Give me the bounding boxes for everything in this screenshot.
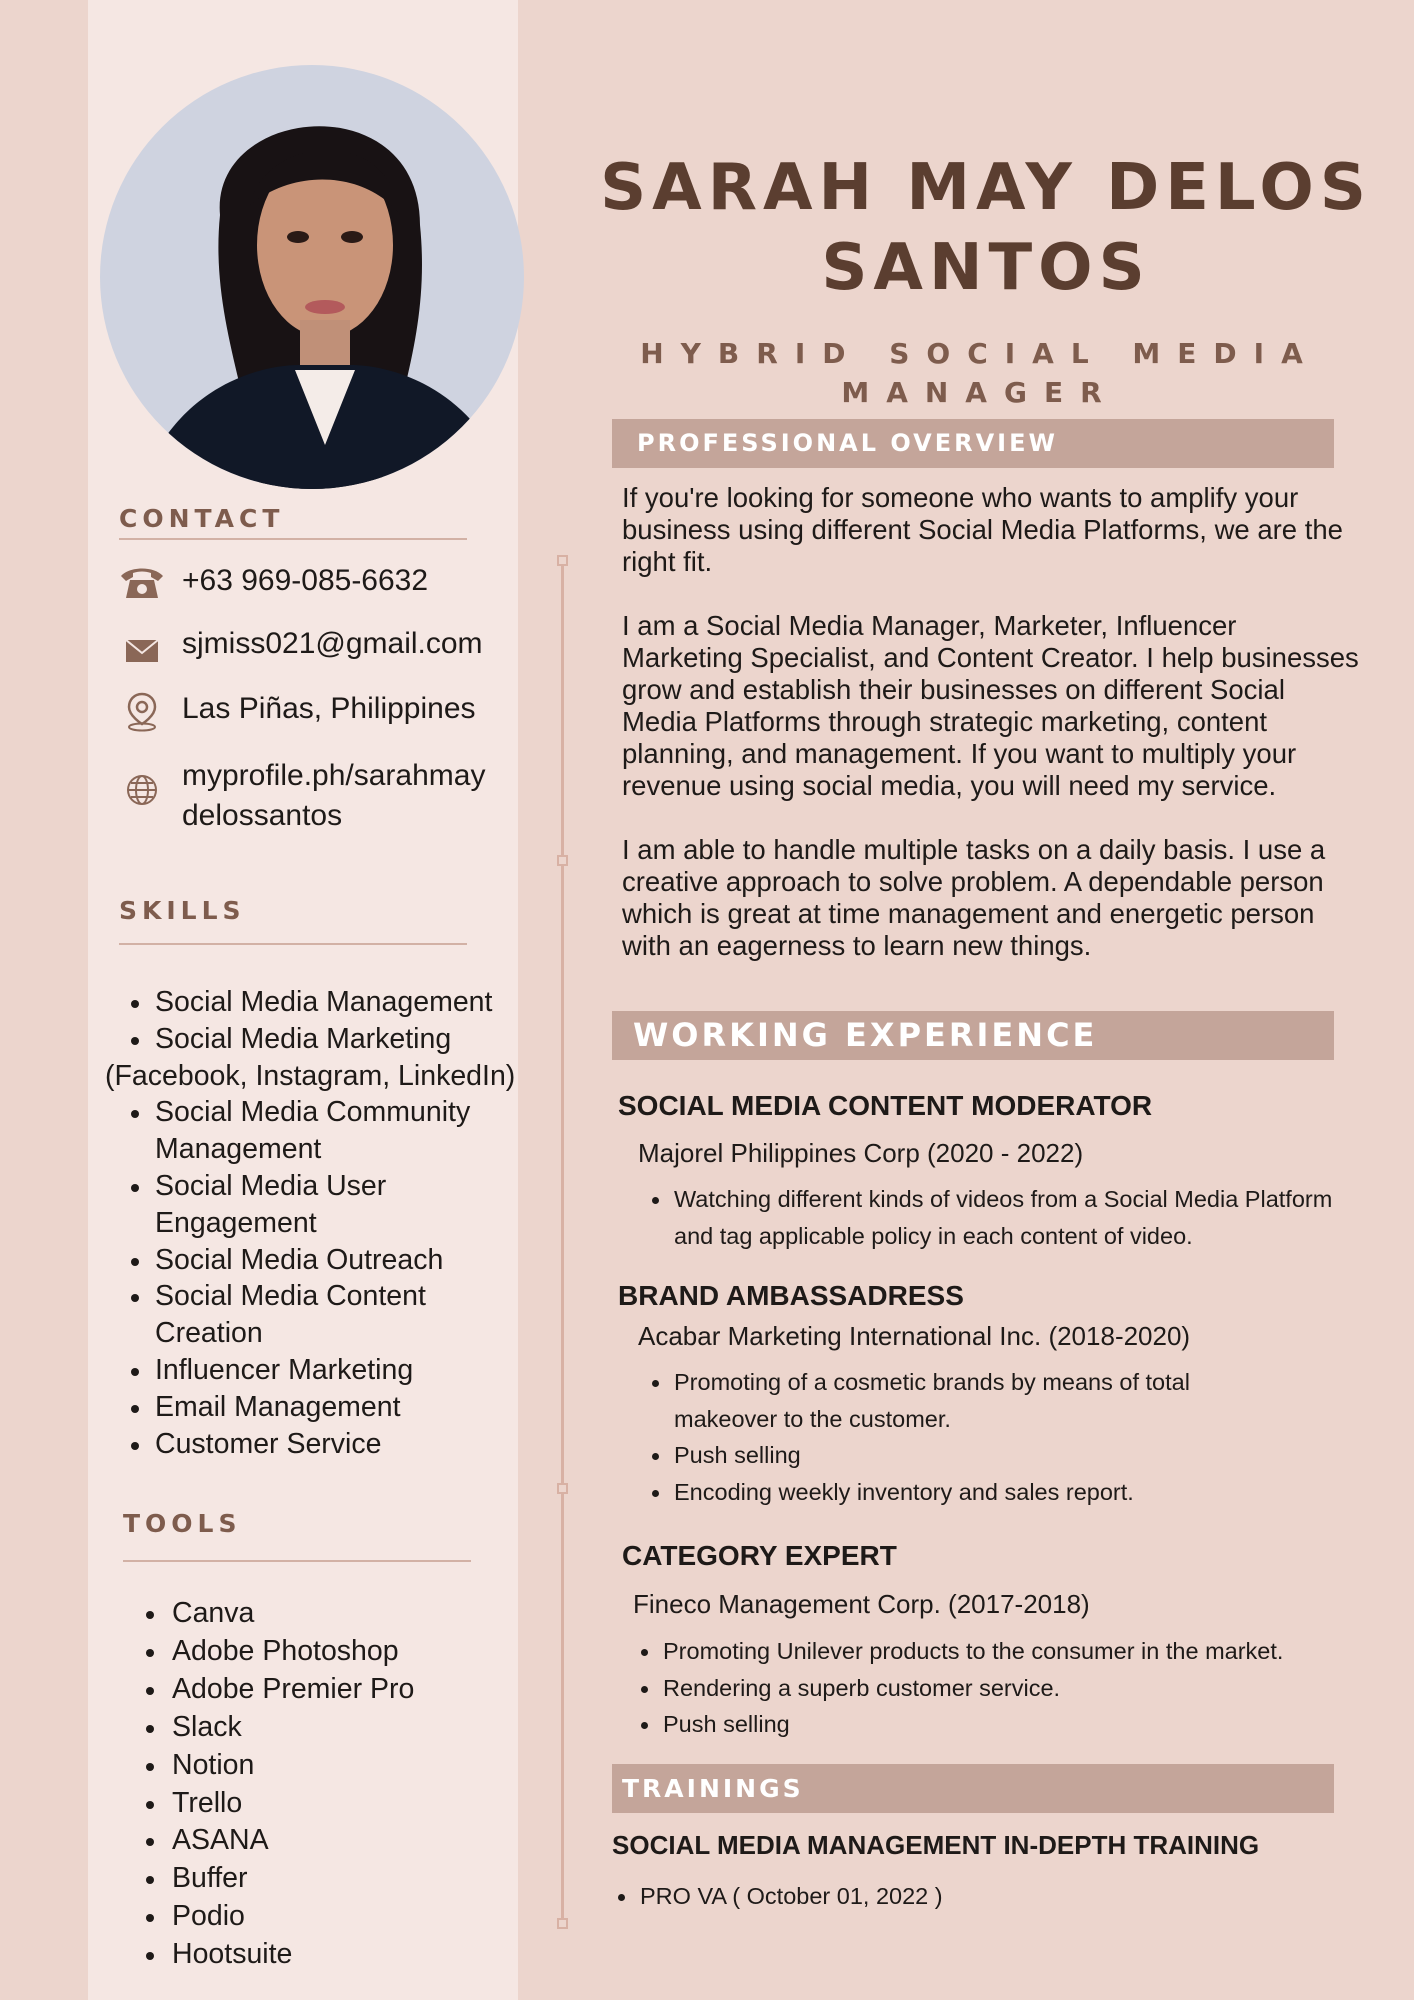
timeline-node (557, 1483, 568, 1494)
tools-divider (123, 1560, 471, 1562)
mail-icon (118, 627, 166, 683)
trainings-heading: TRAININGS (612, 1764, 1334, 1813)
skills-divider (119, 943, 467, 945)
job-company: Fineco Management Corp. (2017-2018) (633, 1589, 1090, 1619)
tools-list (136, 1595, 506, 1974)
job-title: CATEGORY EXPERT (622, 1540, 897, 1571)
job-responsibilities (648, 1181, 1348, 1254)
tool-item: Hootsuite (136, 1936, 506, 1974)
overview-text (622, 482, 1362, 994)
overview-paragraph: I am a Social Media Manager, Marketer, Influencer Marketing Specialist, and Content Creator. I help businesses grow and establish their businesses on different Social Media Platforms through strategic marketing, content planning, and management. If you want to multiply your revenue using social media, you will need my service. (622, 610, 1359, 801)
website-text: myprofile.ph/sarahmay delossantos (182, 759, 486, 832)
tools-heading: TOOLS (123, 1509, 242, 1538)
phone-icon (118, 564, 166, 608)
responsibility-item: Promoting Unilever products to the consumer in the market. (637, 1633, 1357, 1670)
contact-heading: CONTACT (119, 504, 285, 533)
job-company: Acabar Marketing International Inc. (2018-2020) (638, 1321, 1191, 1351)
training-title: SOCIAL MEDIA MANAGEMENT IN-DEPTH TRAINING (612, 1830, 1260, 1860)
candidate-role: HYBRID SOCIAL MEDIA MANAGER (640, 337, 1320, 409)
overview-paragraph: If you're looking for someone who wants to amplify your business using different Social Media Platforms, we are the right fit. (622, 482, 1343, 577)
experience-heading: WORKING EXPERIENCE (612, 1011, 1334, 1060)
phone-text: +63 969-085-6632 (182, 564, 429, 597)
tool-item: Trello (136, 1785, 506, 1823)
responsibility-item: Promoting of a cosmetic brands by means of total makeover to the customer. (648, 1364, 1248, 1437)
training-item: PRO VA ( October 01, 2022 ) (614, 1878, 1314, 1915)
contact-phone[interactable] (118, 564, 428, 608)
timeline-line (561, 560, 564, 1925)
tool-item: Adobe Premier Pro (136, 1671, 506, 1709)
timeline-node (557, 855, 568, 866)
skill-item: Email Management (119, 1389, 519, 1426)
location-icon (118, 692, 166, 736)
responsibility-item: Push selling (637, 1706, 1357, 1743)
job-title: SOCIAL MEDIA CONTENT MODERATOR (618, 1090, 1153, 1121)
skill-item: Social Media Content Creation (119, 1278, 519, 1352)
email-text: sjmiss021@gmail.com (182, 627, 483, 660)
skill-item-note: (Facebook, Instagram, LinkedIn) (105, 1059, 516, 1092)
contact-location[interactable] (118, 692, 476, 736)
contact-website[interactable] (118, 756, 512, 836)
tool-item: Canva (136, 1595, 506, 1633)
timeline-node (557, 1918, 568, 1929)
job-company: Majorel Philippines Corp (2020 - 2022) (638, 1138, 1084, 1168)
timeline-node (557, 555, 568, 566)
responsibility-item: Encoding weekly inventory and sales report. (648, 1474, 1248, 1511)
tool-item: Notion (136, 1747, 506, 1785)
skill-item: Social Media User Engagement (119, 1168, 519, 1242)
skill-item: Social Media Community Management (119, 1094, 519, 1168)
job-responsibilities (648, 1364, 1248, 1510)
contact-divider (119, 538, 467, 540)
tool-item: ASANA (136, 1822, 506, 1860)
candidate-name: SARAH MAY DELOS SANTOS (600, 151, 1372, 305)
responsibility-item: Push selling (648, 1437, 1248, 1474)
location-text: Las Piñas, Philippines (182, 692, 476, 725)
skill-item: Social Media Outreach (119, 1242, 519, 1279)
responsibility-item: Rendering a superb customer service. (637, 1670, 1357, 1707)
skills-heading: SKILLS (119, 896, 246, 925)
job-responsibilities (637, 1633, 1357, 1743)
skill-item: Social Media Management (119, 984, 519, 1021)
skill-item: Social Media Marketing (119, 1021, 519, 1058)
tool-item: Podio (136, 1898, 506, 1936)
training-list (614, 1878, 1314, 1915)
profile-photo (100, 65, 524, 489)
skills-list (105, 984, 519, 1462)
globe-icon (118, 756, 166, 818)
contact-email[interactable] (118, 627, 483, 683)
tool-item: Slack (136, 1709, 506, 1747)
tool-item: Adobe Photoshop (136, 1633, 506, 1671)
skill-item: Influencer Marketing (119, 1352, 519, 1389)
skill-item: Customer Service (119, 1426, 519, 1463)
overview-heading: PROFESSIONAL OVERVIEW (612, 419, 1334, 468)
job-title: BRAND AMBASSADRESS (618, 1280, 964, 1311)
tool-item: Buffer (136, 1860, 506, 1898)
overview-paragraph: I am able to handle multiple tasks on a daily basis. I use a creative approach to solve problem. A dependable person which is great at time management and energetic person with an eagerness to learn new things. (622, 834, 1326, 961)
responsibility-item: Watching different kinds of videos from a Social Media Platform and tag applicable policy in each content of video. (648, 1181, 1348, 1254)
